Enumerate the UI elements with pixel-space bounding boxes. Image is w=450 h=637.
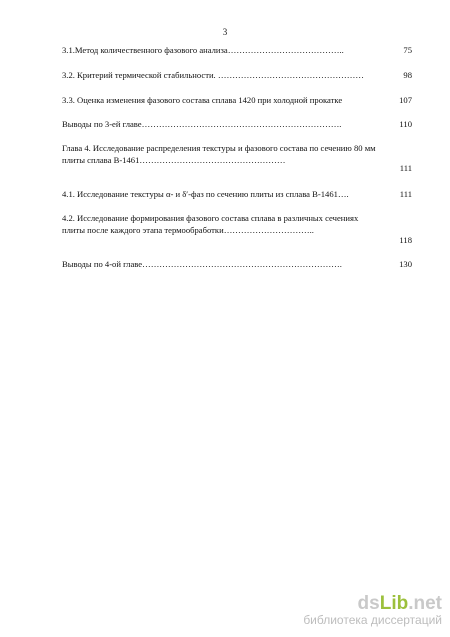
toc-page-number: 110: [399, 119, 412, 129]
toc-entry: [62, 188, 412, 200]
toc-entry-text: 3.2. Критерий термической стабильности. ……………………………………………: [62, 70, 364, 80]
watermark: [303, 594, 442, 627]
page-number: 3: [222, 27, 228, 37]
toc-entry-text: 4.2. Исследование формирования фазового состава сплава в различных сечениях плиты после каждого этапа термообработки…………………………..: [62, 213, 359, 235]
toc-entry: [62, 69, 412, 81]
toc-entry: [62, 142, 412, 173]
toc-entry: [62, 212, 412, 245]
toc-entry: [62, 44, 412, 56]
toc-entry-text: 3.3. Оценка изменения фазового состава сплава 1420 при холодной прокатке: [62, 95, 343, 105]
toc-entry-text: 3.1.Метод количественного фазового анализа…………………………………..: [62, 45, 344, 55]
watermark-subtitle: библиотека диссертаций: [303, 613, 442, 627]
toc-page-number: 130: [399, 259, 412, 269]
toc-page-number: 107: [399, 95, 412, 105]
toc-page-number: 111: [399, 189, 412, 199]
toc-page-number: 98: [403, 70, 412, 80]
toc-page-number: 75: [403, 45, 412, 55]
toc-entry-text: Выводы по 4-ой главе…………………………………………………………….: [62, 259, 342, 269]
toc-entry: [62, 118, 412, 130]
toc-entry-text: 4.1. Исследование текстуры α- и δ′-фаз по сечению плиты из сплава В-1461….: [62, 189, 349, 199]
toc-page-number: 111: [399, 163, 412, 173]
watermark-logo: dsLib.net: [357, 593, 442, 614]
toc-page-number: 118: [399, 235, 412, 245]
toc-entry: [62, 94, 412, 106]
toc-entry-text: Выводы по 3-ей главе…………………………………………………………….: [62, 119, 342, 129]
toc-entry-text: Глава 4. Исследование распределения текстуры и фазового состава по сечению 80 мм плиты сплава В-1461……………………………………………: [62, 143, 376, 165]
toc-entry: [62, 258, 412, 270]
